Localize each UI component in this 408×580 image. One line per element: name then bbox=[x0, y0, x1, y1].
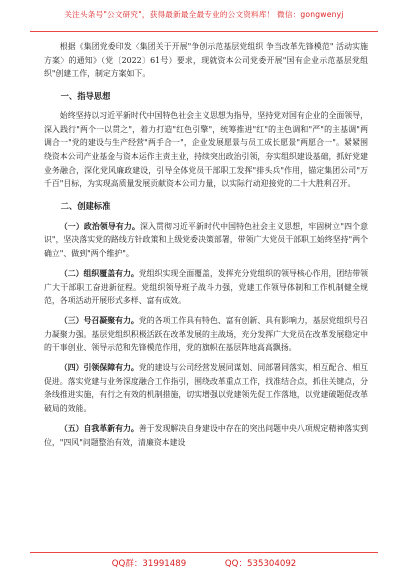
standard-item-text: 善于发现解决自身建设中存在的突出问题中央八项规定精神落实到位，"四风"问题整治有效，清廉资本建设 bbox=[44, 423, 368, 447]
standard-item-3 bbox=[44, 314, 368, 355]
standard-item-1 bbox=[44, 220, 368, 261]
standard-item-lead: （一）政治领导有力。 bbox=[59, 221, 140, 231]
header-divider bbox=[30, 31, 378, 32]
standard-item-lead: （五）自我革新有力。 bbox=[59, 423, 139, 433]
promo-footer bbox=[0, 553, 408, 575]
standard-item-text: 党组织实现全面覆盖，发挥充分党组织的领导核心作用，团结带领广大干部职工奋进新征程。党组织领导班子战斗力强，党建工作领导体制和工作机制健全规范，各项活动开展形式多样、富有成效。 bbox=[44, 268, 368, 306]
standard-item-lead: （二）组织覆盖有力。 bbox=[59, 268, 139, 278]
document-body bbox=[44, 40, 368, 451]
standard-item-text: 党的建设与公司经营发展同谋划、同部署同落实，相互配合、相互促进。落实党建与业务深度融合工作指引，围绕改革重点工作，找准结合点，抓住关键点，分条线推进实施，有行之有效的机制措施，切实增强以党建领先促工作落地，以党建破题促改革破局的效能。 bbox=[44, 363, 368, 414]
promo-header: 关注头条号"公文研究"，获得最新最全最专业的公文资料库！ 微信：gongwenyj bbox=[64, 10, 344, 19]
standard-item-lead: （四）引领保障有力。 bbox=[59, 363, 139, 373]
standard-item-text: 深入贯彻习近平新时代中国特色社会主义思想，牢固树立"四个意识"，坚决落实党的路线方针政策和上级党委决策部署，带领广大党员干部职工始终坚持"两个确立"、做到"两个维护"。 bbox=[44, 221, 368, 259]
standard-item-text: 党的各项工作具有特色、富有创新、具有影响力，基层党组织号召力凝聚力强。基层党组织积极活跃在改革发展的主战场，充分发挥广大党员在改革发展稳定中的干事创业、领导示范和先锋模范作用，党的旗帜在基层阵地高高飘扬。 bbox=[44, 315, 368, 353]
intro-paragraph: 根据《集团党委印发〈集团关于开展"争创示范基层党组织 争当改革先锋模范" 活动实施方案〉的通知》（党〔2022〕61号）要求，现就资本公司党委开展"国有企业示范基层党组织"创建工作，制定方案如下。 bbox=[44, 42, 368, 79]
section-heading-standards: 二、创建标准 bbox=[60, 201, 111, 212]
standard-item-2 bbox=[44, 267, 368, 308]
qq-group-number: QQ群：31991489 bbox=[111, 559, 187, 569]
qq-number: QQ：535304092 bbox=[224, 559, 297, 569]
guiding-thought-paragraph: 始终坚持以习近平新时代中国特色社会主义思想为指导，坚持党对国有企业的全面领导，深入践行"两个一以贯之"，着力打造"红色引擎"，统筹推进"红"的主色调和"严"的主基调"两调合一"党的建设与生产经营"两手合一"，企业发展愿景与员工成长愿景"两愿合一"。紧紧围绕资本公司产业基金与资本运作主责主业，持续突出政治引领，夯实组织建设基础，抓好党建业务融合，深化党风廉政建设，引导全体党员干部职工发挥"排头兵"作用，锚定集团公司"万千百"目标，为实现高质量发展贡献资本公司力量，以实际行动迎接党的二十大胜利召开。 bbox=[44, 110, 368, 189]
standard-item-4 bbox=[44, 361, 368, 416]
standard-item-5 bbox=[44, 422, 368, 449]
section-heading-guiding-thought: 一、指导思想 bbox=[60, 91, 111, 102]
standard-item-lead: （三）号召凝聚有力。 bbox=[59, 315, 139, 325]
